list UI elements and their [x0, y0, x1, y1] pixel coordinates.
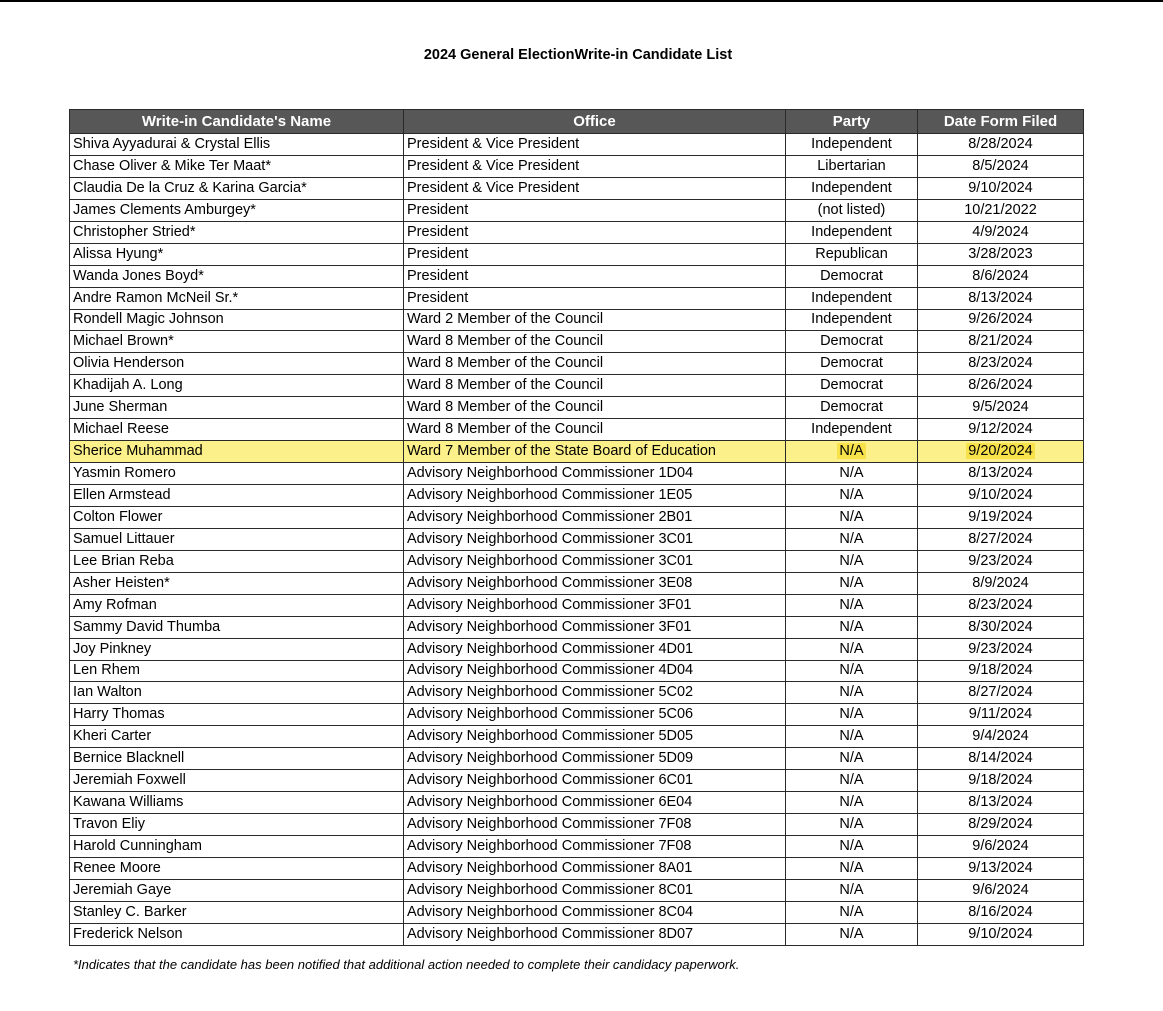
cell-party-text: N/A	[839, 530, 864, 547]
cell-date-filed-text: 9/10/2024	[968, 179, 1033, 196]
cell-office: Advisory Neighborhood Commissioner 4D01	[404, 638, 786, 660]
cell-office: Advisory Neighborhood Commissioner 8D07	[404, 923, 786, 945]
cell-party	[786, 901, 918, 923]
cell-party-text: N/A	[839, 881, 864, 898]
table-row	[70, 682, 1084, 704]
table-row	[70, 506, 1084, 528]
table-row	[70, 441, 1084, 463]
cell-date-filed	[918, 814, 1084, 836]
cell-office: Advisory Neighborhood Commissioner 1E05	[404, 485, 786, 507]
cell-office: Advisory Neighborhood Commissioner 5C02	[404, 682, 786, 704]
cell-candidate-name: Asher Heisten*	[70, 572, 404, 594]
cell-office: President & Vice President	[404, 177, 786, 199]
cell-office: Advisory Neighborhood Commissioner 3F01	[404, 594, 786, 616]
column-header-party: Party	[786, 110, 918, 134]
cell-office: Advisory Neighborhood Commissioner 3F01	[404, 616, 786, 638]
cell-date-filed-text: 9/6/2024	[972, 837, 1029, 854]
cell-party-text: N/A	[839, 618, 864, 635]
cell-party-text: Democrat	[820, 377, 883, 394]
cell-office: Advisory Neighborhood Commissioner 6C01	[404, 770, 786, 792]
cell-date-filed-text: 9/18/2024	[968, 662, 1033, 679]
cell-date-filed-text: 9/18/2024	[968, 772, 1033, 789]
cell-candidate-name: Kawana Williams	[70, 792, 404, 814]
cell-date-filed-text: 8/28/2024	[968, 135, 1033, 152]
cell-candidate-name: Michael Brown*	[70, 331, 404, 353]
table-row	[70, 134, 1084, 156]
table-row	[70, 331, 1084, 353]
cell-date-filed-text: 9/23/2024	[968, 640, 1033, 657]
cell-candidate-name: Samuel Littauer	[70, 528, 404, 550]
cell-party	[786, 836, 918, 858]
table-row	[70, 221, 1084, 243]
cell-date-filed-text: 8/23/2024	[968, 596, 1033, 613]
cell-party	[786, 572, 918, 594]
cell-office: President	[404, 243, 786, 265]
table-row	[70, 923, 1084, 945]
cell-office: Advisory Neighborhood Commissioner 3C01	[404, 550, 786, 572]
cell-party	[786, 177, 918, 199]
cell-party-text: Democrat	[820, 355, 883, 372]
cell-candidate-name: Andre Ramon McNeil Sr.*	[70, 287, 404, 309]
cell-candidate-name: Jeremiah Foxwell	[70, 770, 404, 792]
cell-date-filed	[918, 353, 1084, 375]
cell-office: President	[404, 221, 786, 243]
cell-party-text: Democrat	[820, 267, 883, 284]
table-row	[70, 704, 1084, 726]
cell-party-text: N/A	[839, 443, 864, 460]
cell-date-filed	[918, 660, 1084, 682]
cell-party-text: Independent	[811, 135, 892, 152]
cell-date-filed-text: 9/11/2024	[968, 706, 1033, 723]
table-row	[70, 638, 1084, 660]
cell-date-filed-text: 8/13/2024	[968, 289, 1033, 306]
cell-candidate-name: Chase Oliver & Mike Ter Maat*	[70, 155, 404, 177]
column-header-date: Date Form Filed	[918, 110, 1084, 134]
cell-date-filed-text: 8/14/2024	[968, 750, 1033, 767]
cell-candidate-name: Harry Thomas	[70, 704, 404, 726]
cell-party-text: N/A	[839, 903, 864, 920]
cell-office: Advisory Neighborhood Commissioner 7F08	[404, 814, 786, 836]
cell-party	[786, 419, 918, 441]
cell-candidate-name: Khadijah A. Long	[70, 375, 404, 397]
table-row	[70, 572, 1084, 594]
cell-party	[786, 792, 918, 814]
cell-date-filed-text: 8/30/2024	[968, 618, 1033, 635]
cell-date-filed	[918, 463, 1084, 485]
cell-party	[786, 857, 918, 879]
cell-candidate-name: James Clements Amburgey*	[70, 199, 404, 221]
cell-date-filed	[918, 726, 1084, 748]
cell-date-filed-text: 8/6/2024	[972, 267, 1029, 284]
cell-party-text: N/A	[839, 465, 864, 482]
cell-candidate-name: Bernice Blacknell	[70, 748, 404, 770]
candidate-table	[69, 109, 1084, 946]
cell-party-text: N/A	[839, 794, 864, 811]
cell-date-filed-text: 8/13/2024	[968, 794, 1033, 811]
cell-date-filed-text: 8/9/2024	[972, 574, 1029, 591]
table-row	[70, 199, 1084, 221]
cell-date-filed-text: 9/20/2024	[968, 443, 1033, 460]
cell-date-filed	[918, 857, 1084, 879]
cell-party	[786, 814, 918, 836]
cell-office: President	[404, 199, 786, 221]
cell-party-text: N/A	[839, 662, 864, 679]
cell-date-filed	[918, 177, 1084, 199]
table-row	[70, 528, 1084, 550]
cell-date-filed	[918, 879, 1084, 901]
cell-date-filed	[918, 441, 1084, 463]
cell-party	[786, 375, 918, 397]
cell-candidate-name: Ellen Armstead	[70, 485, 404, 507]
cell-office: Advisory Neighborhood Commissioner 8A01	[404, 857, 786, 879]
cell-party	[786, 155, 918, 177]
cell-date-filed	[918, 616, 1084, 638]
cell-party-text: N/A	[839, 552, 864, 569]
cell-party	[786, 594, 918, 616]
cell-party	[786, 331, 918, 353]
cell-office: Advisory Neighborhood Commissioner 5C06	[404, 704, 786, 726]
cell-candidate-name: Wanda Jones Boyd*	[70, 265, 404, 287]
cell-date-filed	[918, 287, 1084, 309]
cell-party-text: (not listed)	[817, 201, 886, 218]
table-row	[70, 177, 1084, 199]
cell-candidate-name: Ian Walton	[70, 682, 404, 704]
cell-date-filed-text: 9/23/2024	[968, 552, 1033, 569]
cell-party-text: N/A	[839, 728, 864, 745]
cell-date-filed	[918, 594, 1084, 616]
cell-office: Advisory Neighborhood Commissioner 2B01	[404, 506, 786, 528]
cell-party	[786, 770, 918, 792]
cell-date-filed	[918, 331, 1084, 353]
cell-party-text: N/A	[839, 925, 864, 942]
cell-office: Ward 8 Member of the Council	[404, 331, 786, 353]
cell-office: Advisory Neighborhood Commissioner 3E08	[404, 572, 786, 594]
cell-party	[786, 616, 918, 638]
table-row	[70, 792, 1084, 814]
cell-date-filed	[918, 506, 1084, 528]
cell-candidate-name: Shiva Ayyadurai & Crystal Ellis	[70, 134, 404, 156]
cell-date-filed	[918, 155, 1084, 177]
table-row	[70, 309, 1084, 331]
cell-date-filed	[918, 572, 1084, 594]
cell-party	[786, 528, 918, 550]
cell-office: President & Vice President	[404, 134, 786, 156]
cell-date-filed-text: 4/9/2024	[972, 223, 1029, 240]
cell-party	[786, 638, 918, 660]
cell-party-text: Republican	[815, 245, 888, 262]
table-row	[70, 879, 1084, 901]
cell-date-filed-text: 8/21/2024	[968, 333, 1033, 350]
cell-party-text: Independent	[811, 421, 892, 438]
cell-office: President	[404, 287, 786, 309]
cell-office: Ward 2 Member of the Council	[404, 309, 786, 331]
table-row	[70, 726, 1084, 748]
cell-party-text: Independent	[811, 289, 892, 306]
cell-office: Advisory Neighborhood Commissioner 6E04	[404, 792, 786, 814]
cell-date-filed	[918, 748, 1084, 770]
table-row	[70, 265, 1084, 287]
cell-party-text: Independent	[811, 311, 892, 328]
cell-date-filed-text: 10/21/2022	[964, 201, 1037, 218]
cell-party-text: N/A	[839, 508, 864, 525]
cell-date-filed	[918, 704, 1084, 726]
cell-date-filed-text: 8/27/2024	[968, 684, 1033, 701]
cell-office: Advisory Neighborhood Commissioner 7F08	[404, 836, 786, 858]
cell-party-text: N/A	[839, 640, 864, 657]
table-row	[70, 463, 1084, 485]
cell-date-filed-text: 8/26/2024	[968, 377, 1033, 394]
cell-candidate-name: Kheri Carter	[70, 726, 404, 748]
cell-office: President & Vice President	[404, 155, 786, 177]
cell-office: Ward 8 Member of the Council	[404, 353, 786, 375]
table-header-row	[70, 110, 1084, 134]
cell-party	[786, 463, 918, 485]
cell-office: Ward 7 Member of the State Board of Education	[404, 441, 786, 463]
cell-party	[786, 682, 918, 704]
cell-party-text: N/A	[839, 837, 864, 854]
cell-party	[786, 923, 918, 945]
table-row	[70, 419, 1084, 441]
column-header-name: Write-in Candidate's Name	[70, 110, 404, 134]
cell-party	[786, 309, 918, 331]
cell-party	[786, 353, 918, 375]
cell-candidate-name: Joy Pinkney	[70, 638, 404, 660]
cell-candidate-name: Jeremiah Gaye	[70, 879, 404, 901]
cell-date-filed	[918, 682, 1084, 704]
table-row	[70, 660, 1084, 682]
table-row	[70, 397, 1084, 419]
cell-office: President	[404, 265, 786, 287]
cell-candidate-name: June Sherman	[70, 397, 404, 419]
table-row	[70, 485, 1084, 507]
cell-date-filed	[918, 199, 1084, 221]
cell-candidate-name: Renee Moore	[70, 857, 404, 879]
cell-office: Advisory Neighborhood Commissioner 3C01	[404, 528, 786, 550]
cell-party-text: Democrat	[820, 399, 883, 416]
cell-party	[786, 506, 918, 528]
cell-party	[786, 550, 918, 572]
cell-date-filed	[918, 265, 1084, 287]
table-row	[70, 594, 1084, 616]
top-border-line	[0, 0, 1163, 2]
cell-party-text: N/A	[839, 859, 864, 876]
cell-party	[786, 879, 918, 901]
cell-party-text: N/A	[839, 574, 864, 591]
cell-date-filed	[918, 309, 1084, 331]
cell-date-filed-text: 3/28/2023	[968, 245, 1033, 262]
cell-date-filed	[918, 901, 1084, 923]
cell-party-text: Democrat	[820, 333, 883, 350]
cell-party	[786, 199, 918, 221]
cell-party	[786, 441, 918, 463]
cell-date-filed	[918, 638, 1084, 660]
cell-date-filed-text: 9/4/2024	[972, 728, 1029, 745]
cell-party-text: N/A	[839, 772, 864, 789]
cell-candidate-name: Christopher Stried*	[70, 221, 404, 243]
cell-date-filed-text: 8/5/2024	[972, 157, 1029, 174]
cell-party-text: N/A	[839, 486, 864, 503]
cell-date-filed	[918, 221, 1084, 243]
cell-date-filed	[918, 923, 1084, 945]
table-row	[70, 155, 1084, 177]
cell-office: Advisory Neighborhood Commissioner 8C01	[404, 879, 786, 901]
cell-date-filed-text: 9/26/2024	[968, 311, 1033, 328]
footnote: *Indicates that the candidate has been notified that additional action needed to complete their candidacy paperwork.	[73, 957, 740, 972]
cell-date-filed	[918, 770, 1084, 792]
page-title: 2024 General ElectionWrite-in Candidate List	[423, 47, 733, 63]
cell-candidate-name: Sammy David Thumba	[70, 616, 404, 638]
table-body	[70, 134, 1084, 946]
cell-party	[786, 287, 918, 309]
cell-date-filed-text: 9/5/2024	[972, 399, 1029, 416]
cell-office: Ward 8 Member of the Council	[404, 397, 786, 419]
cell-date-filed	[918, 134, 1084, 156]
table-row	[70, 616, 1084, 638]
cell-candidate-name: Claudia De la Cruz & Karina Garcia*	[70, 177, 404, 199]
cell-party-text: N/A	[839, 750, 864, 767]
table-row	[70, 901, 1084, 923]
cell-date-filed-text: 9/10/2024	[968, 925, 1033, 942]
cell-party-text: Independent	[811, 179, 892, 196]
cell-date-filed	[918, 528, 1084, 550]
cell-party	[786, 726, 918, 748]
cell-candidate-name: Lee Brian Reba	[70, 550, 404, 572]
cell-office: Advisory Neighborhood Commissioner 5D05	[404, 726, 786, 748]
cell-date-filed	[918, 243, 1084, 265]
cell-date-filed	[918, 836, 1084, 858]
cell-date-filed-text: 8/23/2024	[968, 355, 1033, 372]
cell-date-filed	[918, 792, 1084, 814]
cell-party	[786, 704, 918, 726]
cell-candidate-name: Len Rhem	[70, 660, 404, 682]
cell-date-filed-text: 9/10/2024	[968, 486, 1033, 503]
cell-party	[786, 485, 918, 507]
column-header-office: Office	[404, 110, 786, 134]
cell-party	[786, 221, 918, 243]
cell-date-filed-text: 8/29/2024	[968, 816, 1033, 833]
cell-party	[786, 397, 918, 419]
cell-party	[786, 748, 918, 770]
cell-candidate-name: Colton Flower	[70, 506, 404, 528]
cell-candidate-name: Sherice Muhammad	[70, 441, 404, 463]
cell-candidate-name: Frederick Nelson	[70, 923, 404, 945]
cell-candidate-name: Yasmin Romero	[70, 463, 404, 485]
table-row	[70, 243, 1084, 265]
cell-date-filed-text: 9/19/2024	[968, 508, 1033, 525]
cell-date-filed-text: 8/16/2024	[968, 903, 1033, 920]
cell-party-text: N/A	[839, 684, 864, 701]
cell-party	[786, 134, 918, 156]
table-row	[70, 814, 1084, 836]
cell-candidate-name: Olivia Henderson	[70, 353, 404, 375]
cell-candidate-name: Michael Reese	[70, 419, 404, 441]
cell-date-filed	[918, 375, 1084, 397]
table-row	[70, 550, 1084, 572]
cell-office: Advisory Neighborhood Commissioner 1D04	[404, 463, 786, 485]
cell-date-filed-text: 9/6/2024	[972, 881, 1029, 898]
table-row	[70, 770, 1084, 792]
cell-office: Ward 8 Member of the Council	[404, 375, 786, 397]
cell-office: Advisory Neighborhood Commissioner 4D04	[404, 660, 786, 682]
cell-party-text: Libertarian	[817, 157, 886, 174]
table-row	[70, 375, 1084, 397]
table-row	[70, 287, 1084, 309]
cell-party-text: N/A	[839, 706, 864, 723]
cell-date-filed-text: 9/12/2024	[968, 421, 1033, 438]
table-row	[70, 836, 1084, 858]
table-row	[70, 353, 1084, 375]
cell-party	[786, 243, 918, 265]
table-row	[70, 857, 1084, 879]
cell-candidate-name: Rondell Magic Johnson	[70, 309, 404, 331]
cell-date-filed-text: 9/13/2024	[968, 859, 1033, 876]
cell-candidate-name: Alissa Hyung*	[70, 243, 404, 265]
cell-party	[786, 265, 918, 287]
cell-candidate-name: Amy Rofman	[70, 594, 404, 616]
cell-date-filed	[918, 550, 1084, 572]
cell-date-filed-text: 8/27/2024	[968, 530, 1033, 547]
table-row	[70, 748, 1084, 770]
cell-date-filed	[918, 485, 1084, 507]
cell-candidate-name: Stanley C. Barker	[70, 901, 404, 923]
cell-date-filed	[918, 397, 1084, 419]
cell-party	[786, 660, 918, 682]
cell-party-text: Independent	[811, 223, 892, 240]
cell-office: Ward 8 Member of the Council	[404, 419, 786, 441]
cell-party-text: N/A	[839, 596, 864, 613]
cell-date-filed	[918, 419, 1084, 441]
cell-office: Advisory Neighborhood Commissioner 8C04	[404, 901, 786, 923]
cell-date-filed-text: 8/13/2024	[968, 465, 1033, 482]
cell-candidate-name: Travon Eliy	[70, 814, 404, 836]
cell-office: Advisory Neighborhood Commissioner 5D09	[404, 748, 786, 770]
cell-party-text: N/A	[839, 816, 864, 833]
cell-candidate-name: Harold Cunningham	[70, 836, 404, 858]
